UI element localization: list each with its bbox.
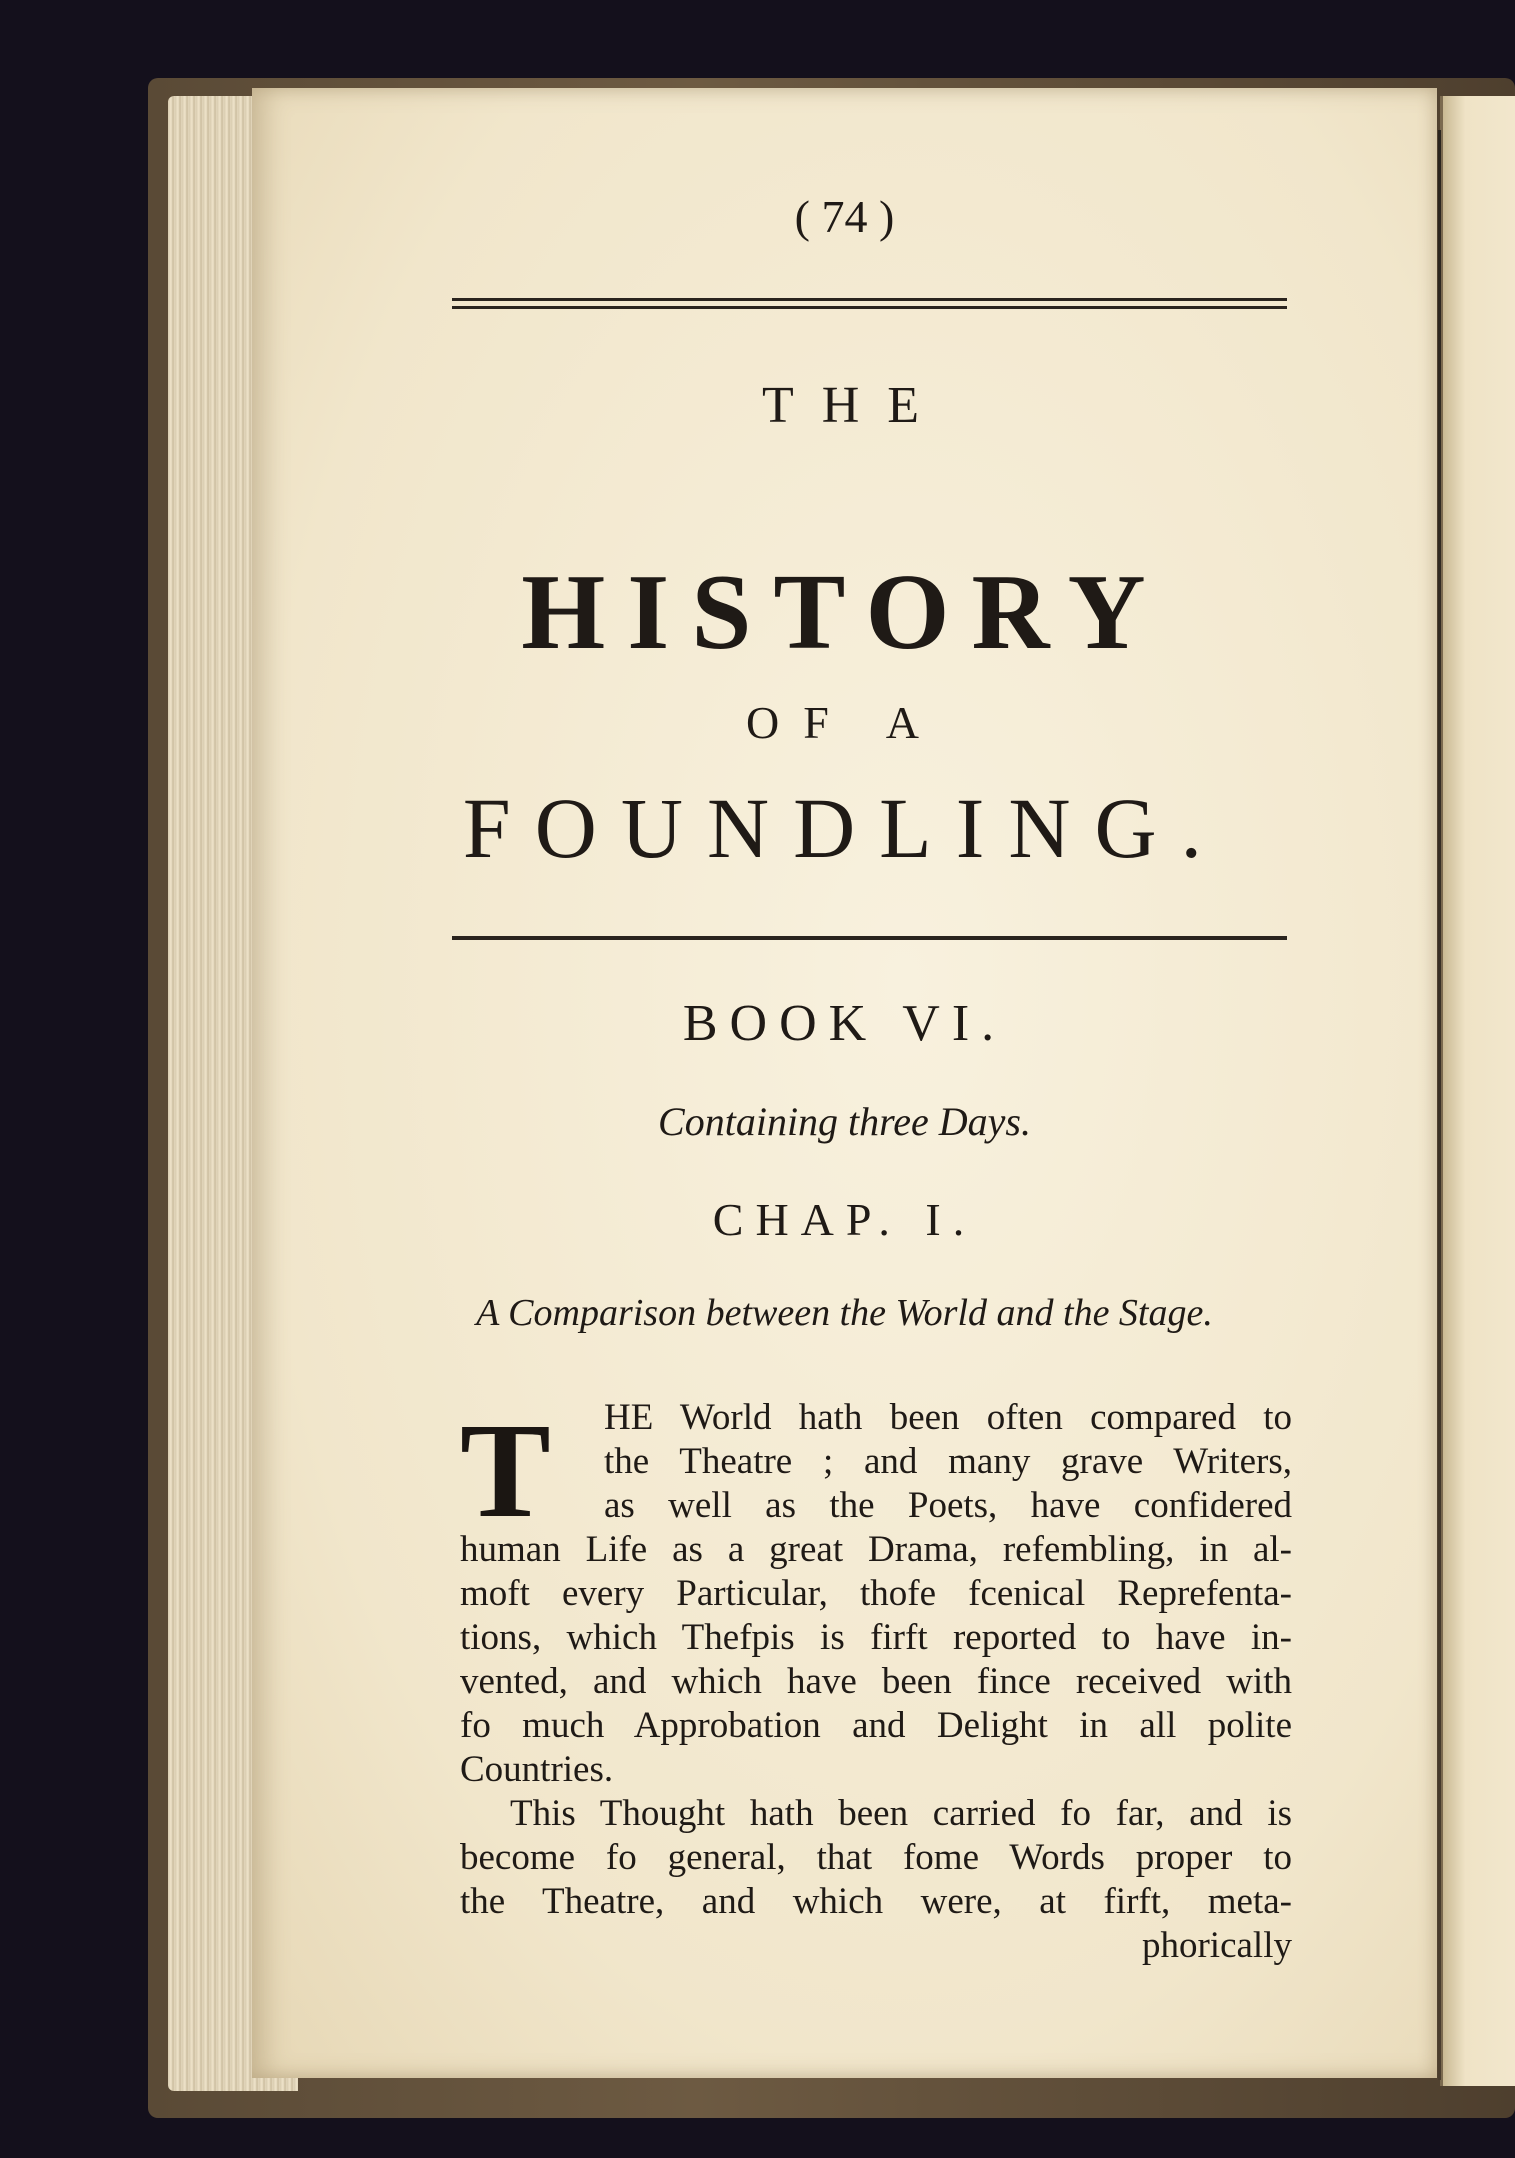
page-number: ( 74 ) [794,191,895,242]
catchword: phorically [1141,1925,1292,1966]
text-line: moft every Particular, thofe fcenical Reprefenta- [460,1573,1292,1614]
text-line: the Theatre, and which were, at firft, meta- [460,1881,1292,1922]
book-subtitle: Containing three Days. [658,1099,1031,1144]
facing-page-edge [1440,96,1515,2086]
text-line: Countries. [460,1749,614,1790]
text-line: human Life as a great Drama, refembling, in al- [460,1529,1292,1570]
title-the: THE [761,377,948,434]
text-line: fo much Approbation and Delight in all polite [460,1705,1292,1746]
title-foundling: FOUNDLING. [462,780,1227,876]
text-line: become fo general, that fome Words proper to [460,1837,1292,1878]
text-line: as well as the Poets, have confidered [604,1485,1292,1526]
text-line: HE World hath been often compared to [604,1397,1292,1438]
double-rule [452,298,1287,309]
text-line: tions, which Thefpis is firft reported to have in- [460,1617,1292,1658]
indented-text-block [604,1396,1292,1528]
text-line: vented, and which have been fince received with [460,1661,1292,1702]
title-history: HISTORY [521,553,1168,672]
paragraph-2-body [460,1792,1292,1968]
book-page [252,88,1437,2078]
page-fold-shadow [1438,130,1441,2080]
chapter-title: A Comparison between the World and the Stage. [476,1292,1213,1334]
drop-cap: T [460,1396,551,1546]
paragraph-1-body [460,1528,1292,1792]
title-of-a: OF A [746,697,943,748]
text-line: This Thought hath been carried fo far, and is [510,1793,1292,1834]
text-line: the Theatre ; and many grave Writers, [604,1441,1292,1482]
book-heading: BOOK VI. [682,995,1007,1052]
single-rule [452,936,1287,940]
chapter-heading: CHAP. I. [712,1194,977,1245]
